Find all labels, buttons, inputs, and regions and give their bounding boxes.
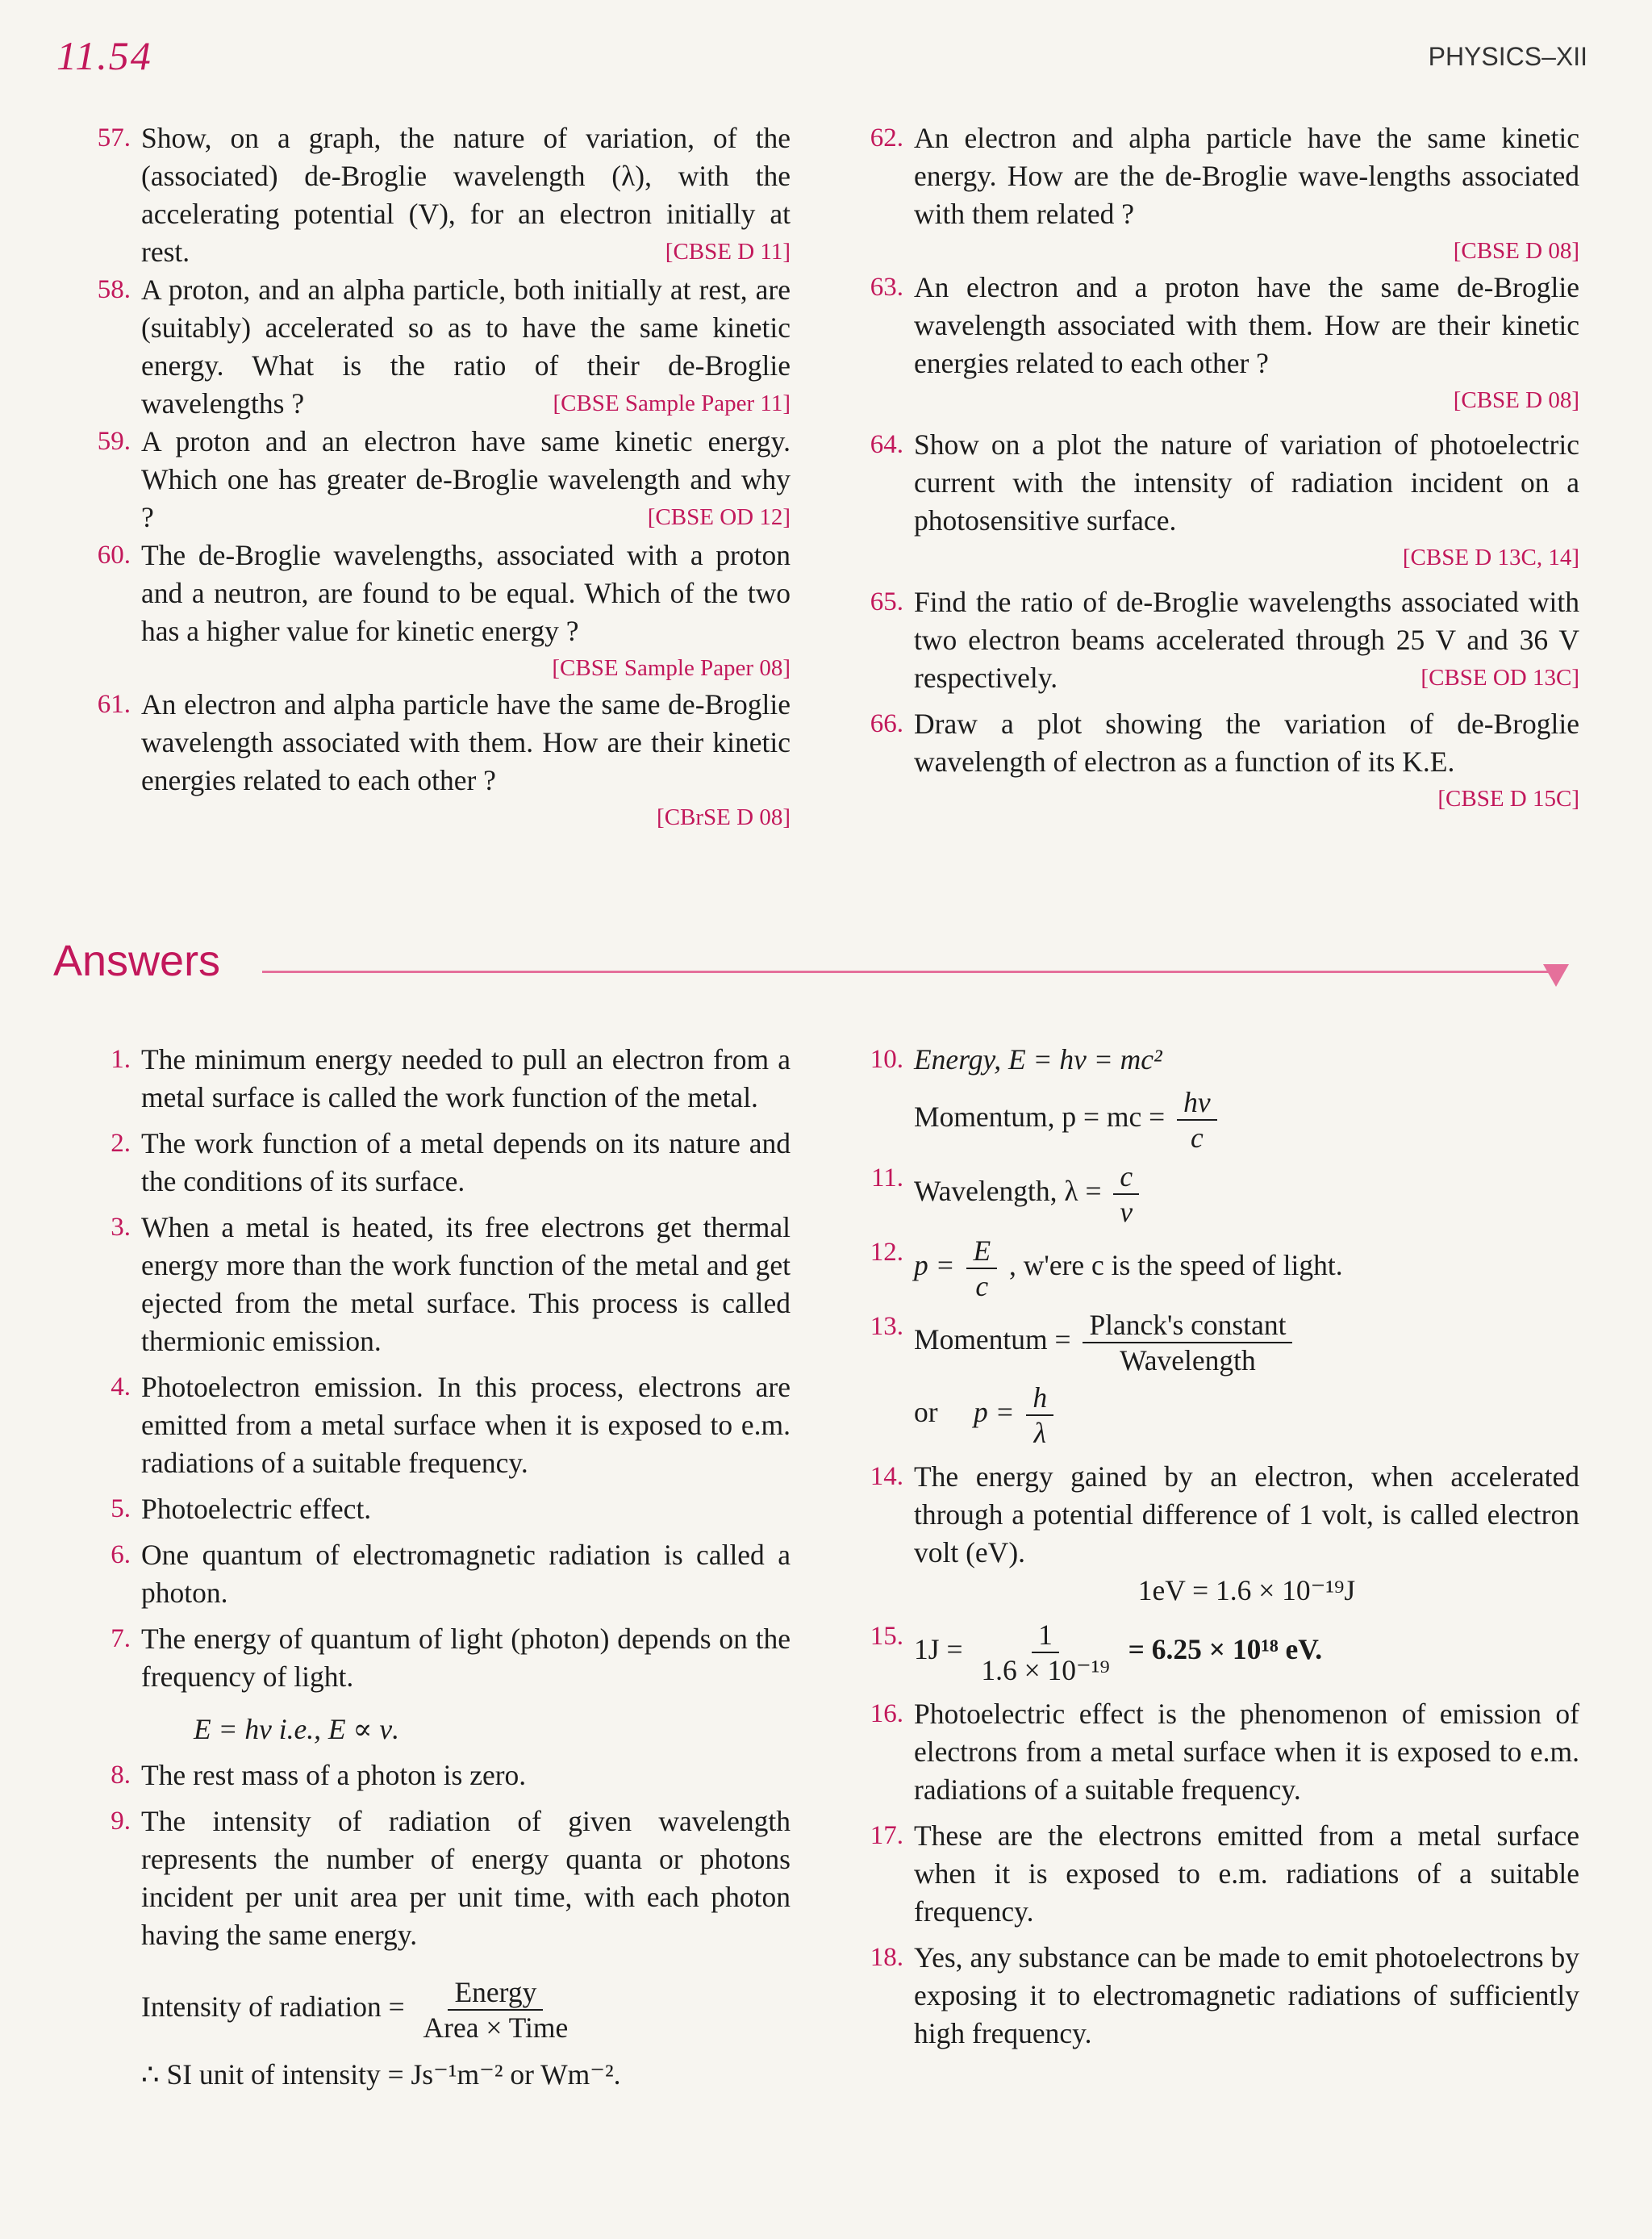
source-tag: [CBSE D 08] <box>1453 238 1579 264</box>
question-item: 65. Find the ratio of de-Broglie wavelengths associated with two electron beams accelerated through 25 V and 36 V respectively. [CBSE OD 13C] <box>853 583 1579 697</box>
formula-momentum: Momentum, p = mc = $\frac{h\nu}{c}$ <box>853 1085 1579 1155</box>
heading-rule <box>262 971 1561 973</box>
answers-left-column <box>81 1041 791 2094</box>
source-tag: [CBSE OD 12] <box>647 504 791 530</box>
formula-momentum-h: or p = $\frac{h}{\lambda}$ <box>853 1381 1579 1450</box>
answers-heading: Answers <box>53 937 221 985</box>
answer-item: 6. One quantum of electromagnetic radiation is called a photon. <box>111 1539 791 1609</box>
answer-item: 1. The minimum energy needed to pull an electron from a metal surface is called the work function of the metal. <box>111 1043 791 1113</box>
formula-intensity: Intensity of radiation = $\frac{\text{Energy}}{\text{Area × Time}}$ <box>141 1976 569 2044</box>
question-item: 66. Draw a plot showing the variation of de-Broglie wavelength of electron as a function of its K.E. [CBSE D 15C] <box>853 705 1579 817</box>
answer-item: 3. When a metal is heated, its free electrons get thermal energy more than the work function of the metal and get ejected from the metal surface. This process is called thermionic emission. <box>111 1211 791 1357</box>
source-tag: [CBSE Sample Paper 11] <box>553 391 791 416</box>
source-tag: [CBSE D 08] <box>1453 387 1579 413</box>
answer-item: 15. 1J = $\frac{1}{\text{1.6 × 10⁻¹⁹}}$ = 6.25 × 10¹⁸ eV. <box>870 1619 1323 1686</box>
subject-header: PHYSICS–XII <box>1428 42 1587 71</box>
answer-item: 11. Wavelength, λ = $\frac{c}{\nu}$ <box>853 1159 1579 1229</box>
answer-item: 13. Momentum = $\frac{\text{Planck's constant}}{\text{Wavelength}}$ <box>853 1308 1579 1377</box>
answer-item: 10. Energy, E = hν = mc² <box>870 1043 1162 1076</box>
answer-item: 9. The intensity of radiation of given wavelength represents the number of energy quanta or photons incident per unit area per unit time, with each photon having the same energy. <box>111 1805 791 1951</box>
triangle-marker-icon <box>1543 964 1569 987</box>
answer-item: 2. The work function of a metal depends on its nature and the conditions of its surface. <box>111 1127 791 1197</box>
source-tag: [CBSE D 15C] <box>1437 786 1579 812</box>
source-tag: [CBSE D 11] <box>665 239 791 265</box>
source-tag: [CBSE OD 13C] <box>1420 665 1579 691</box>
formula-energy: E = hν i.e., E ∝ ν. <box>194 1713 399 1745</box>
answer-item: 14. The energy gained by an electron, when accelerated through a potential difference of 1 volt, is called electron volt (eV). <box>870 1460 1579 1569</box>
answer-item: 18. Yes, any substance can be made to emit photoelectrons by exposing it to electromagnetic radiations of sufficiently high frequency. <box>870 1941 1579 2049</box>
question-item: 63. An electron and a proton have the same de-Broglie wavelength associated with them. How are their kinetic energies related to each other ? [CBSE D 08] <box>853 269 1579 418</box>
formula-ev: 1eV = 1.6 × 10⁻¹⁹J <box>1137 1574 1356 1606</box>
question-item: 64. Show on a plot the nature of variation of photoelectric current with the intensity of radiation incident on a photosensitive surface. [CBSE D 13C, 14] <box>853 426 1579 575</box>
formula-si-unit: ∴ SI unit of intensity = Js⁻¹m⁻² or Wm⁻². <box>141 2058 621 2091</box>
source-tag: [CBSE D 13C, 14] <box>1402 545 1579 570</box>
question-item: 62. An electron and alpha particle have the same kinetic energy. How are the de-Broglie wave-lengths associated with them related ? [CBSE D 08] <box>853 119 1579 269</box>
answer-item: 17. These are the electrons emitted from a metal surface when it is exposed to e.m. radiations of a suitable frequency. <box>870 1819 1579 1928</box>
answer-item: 5. Photoelectric effect. <box>111 1493 372 1525</box>
page-number: 11.54 <box>56 33 152 78</box>
answer-item: 8. The rest mass of a photon is zero. <box>111 1759 527 1791</box>
question-item: 59. A proton and an electron have same kinetic energy. Which one has greater de-Broglie wavelength and why ? [CBSE OD 12] <box>81 423 791 537</box>
answer-item: 12. p = $\frac{E}{c}$ , w'ere c is the speed of light. <box>870 1234 1343 1302</box>
answer-item: 4. Photoelectron emission. In this process, electrons are emitted from a metal surface when it is exposed to e.m. radiations of a suitable frequency. <box>111 1371 791 1479</box>
question-item: 57. Show, on a graph, the nature of variation, of the (associated) de-Broglie wavelength (λ), with the accelerating potential (V), for an electron initially at rest. [CBSE D 11] <box>81 119 791 271</box>
answer-item: 7. The energy of quantum of light (photon) depends on the frequency of light. <box>111 1623 791 1693</box>
question-item: 61. An electron and alpha particle have the same de-Broglie wavelength associated with them. How are their kinetic energies related to each other ? [CBrSE D 08] <box>81 686 791 835</box>
question-item: 60. The de-Broglie wavelengths, associated with a proton and a neutron, are found to be equal. Which of the two has a higher value for kinetic energy ? [CBSE Sample Paper 08] <box>81 537 791 686</box>
source-tag: [CBrSE D 08] <box>657 804 791 830</box>
question-item: 58. A proton, and an alpha particle, both initially at rest, are (suitably) accelerated so as to have the same kinetic energy. What is the ratio of their de-Broglie wavelengths ? [CBSE Sample Paper 11] <box>81 271 791 423</box>
answers-right-column <box>853 1041 1579 2053</box>
answer-item: 16. Photoelectric effect is the phenomenon of emission of electrons from a metal surface when it is exposed to e.m. radiations of a suitable frequency. <box>870 1698 1579 1806</box>
questions-left-column <box>81 119 791 835</box>
questions-right-column <box>853 119 1579 817</box>
source-tag: [CBSE Sample Paper 08] <box>552 655 791 681</box>
